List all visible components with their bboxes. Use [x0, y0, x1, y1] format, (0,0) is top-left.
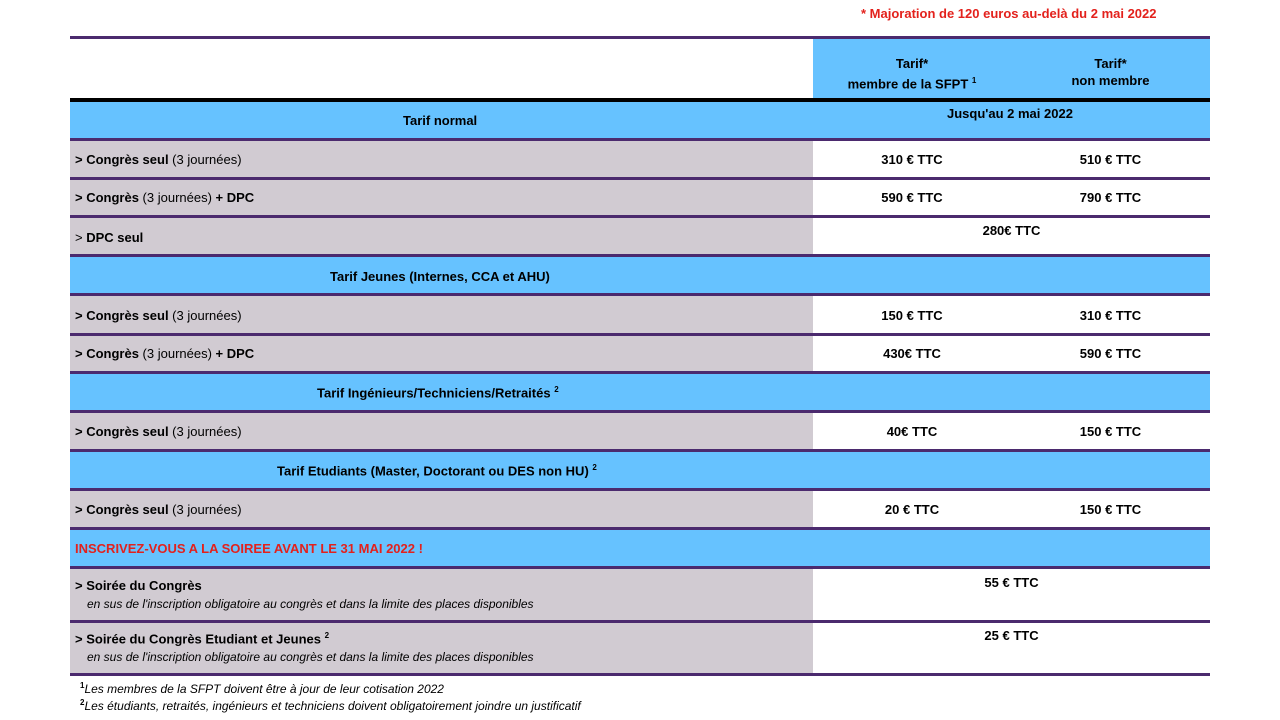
member-price: 40€ TTC — [886, 424, 938, 439]
nonmember-price: 510 € TTC — [1079, 152, 1142, 167]
nonmember-price: 790 € TTC — [1079, 190, 1142, 205]
section-title: Tarif Ingénieurs/Techniciens/Retraités $^2$ — [317, 385, 559, 401]
nonmember-price: 310 € TTC — [1079, 308, 1142, 323]
soiree-alert: INSCRIVEZ-VOUS A LA SOIREE AVANT LE 31 MAI 2022 ! — [75, 541, 423, 556]
column-header — [813, 39, 1210, 99]
single-price: 25 € TTC — [984, 628, 1039, 643]
table-row-prices — [813, 180, 1210, 215]
nonmember-price: 590 € TTC — [1079, 346, 1142, 361]
single-price: 280€ TTC — [982, 223, 1041, 238]
price-increase-note: * Majoration de 120 euros au-delà du 2 mai 2022 — [861, 6, 1157, 21]
table-row — [70, 569, 813, 620]
row-label: > Soirée du Congrès en sus de l'inscription obligatoire au congrès et dans la limite des places disponibles — [75, 578, 534, 611]
member-column-header: Tarif* membre de la SFPT $^1$ — [847, 56, 977, 92]
section-band-normal — [70, 102, 1210, 138]
section-band-jeunes — [70, 257, 1210, 293]
table-row-prices — [813, 491, 1210, 527]
table-row-prices — [813, 336, 1210, 371]
table-row — [70, 141, 813, 177]
table-row-prices — [813, 296, 1210, 333]
table-row — [70, 336, 813, 371]
member-price: 20 € TTC — [884, 502, 940, 517]
section-band-soiree — [70, 530, 1210, 566]
nonmember-price: 150 € TTC — [1079, 502, 1142, 517]
section-title: Tarif Jeunes (Internes, CCA et AHU) — [330, 269, 550, 284]
section-band-ingenieurs — [70, 374, 1210, 410]
row-label: > Congrès (3 journées) + DPC — [75, 190, 255, 205]
row-label: > Congrès seul (3 journées) — [75, 308, 242, 323]
table-row — [70, 218, 813, 254]
table-row — [70, 413, 813, 449]
table-row — [70, 296, 813, 333]
table-row-prices — [813, 141, 1210, 177]
section-title: Tarif normal — [403, 113, 478, 128]
footnote-1: $^1$Les membres de la SFPT doivent être à jour de leur cotisation 2022 — [80, 681, 444, 696]
section-band-etudiants — [70, 452, 1210, 488]
nonmember-column-header: Tarif* non membre — [1071, 56, 1150, 88]
row-label: > Congrès (3 journées) + DPC — [75, 346, 255, 361]
table-row — [70, 623, 813, 673]
table-row — [70, 180, 813, 215]
section-title: Tarif Etudiants (Master, Doctorant ou DES non HU) $^2$ — [277, 463, 597, 479]
single-price: 55 € TTC — [984, 575, 1039, 590]
row-label: > DPC seul — [75, 230, 144, 245]
deadline-label: Jusqu'au 2 mai 2022 — [947, 106, 1073, 121]
footnote-2: $^2$Les étudiants, retraités, ingénieurs et techniciens doivent obligatoirement joindre un justificatif — [80, 698, 581, 713]
member-price: 590 € TTC — [881, 190, 943, 205]
table-row-prices — [813, 413, 1210, 449]
table-row-prices — [813, 218, 1210, 254]
row-label: > Congrès seul (3 journées) — [75, 502, 242, 517]
table-row-prices — [813, 623, 1210, 673]
row-label: > Soirée du Congrès Etudiant et Jeunes $^2$ en sus de l'inscription obligatoire au congrès et dans la limite des places disponibles — [75, 631, 534, 665]
row-label: > Congrès seul (3 journées) — [75, 152, 242, 167]
member-price: 310 € TTC — [881, 152, 943, 167]
table-row-prices — [813, 569, 1210, 620]
table-row — [70, 491, 813, 527]
rule — [70, 673, 1210, 676]
row-label: > Congrès seul (3 journées) — [75, 424, 242, 439]
member-price: 150 € TTC — [881, 308, 943, 323]
member-price: 430€ TTC — [883, 346, 941, 361]
nonmember-price: 150 € TTC — [1079, 424, 1142, 439]
